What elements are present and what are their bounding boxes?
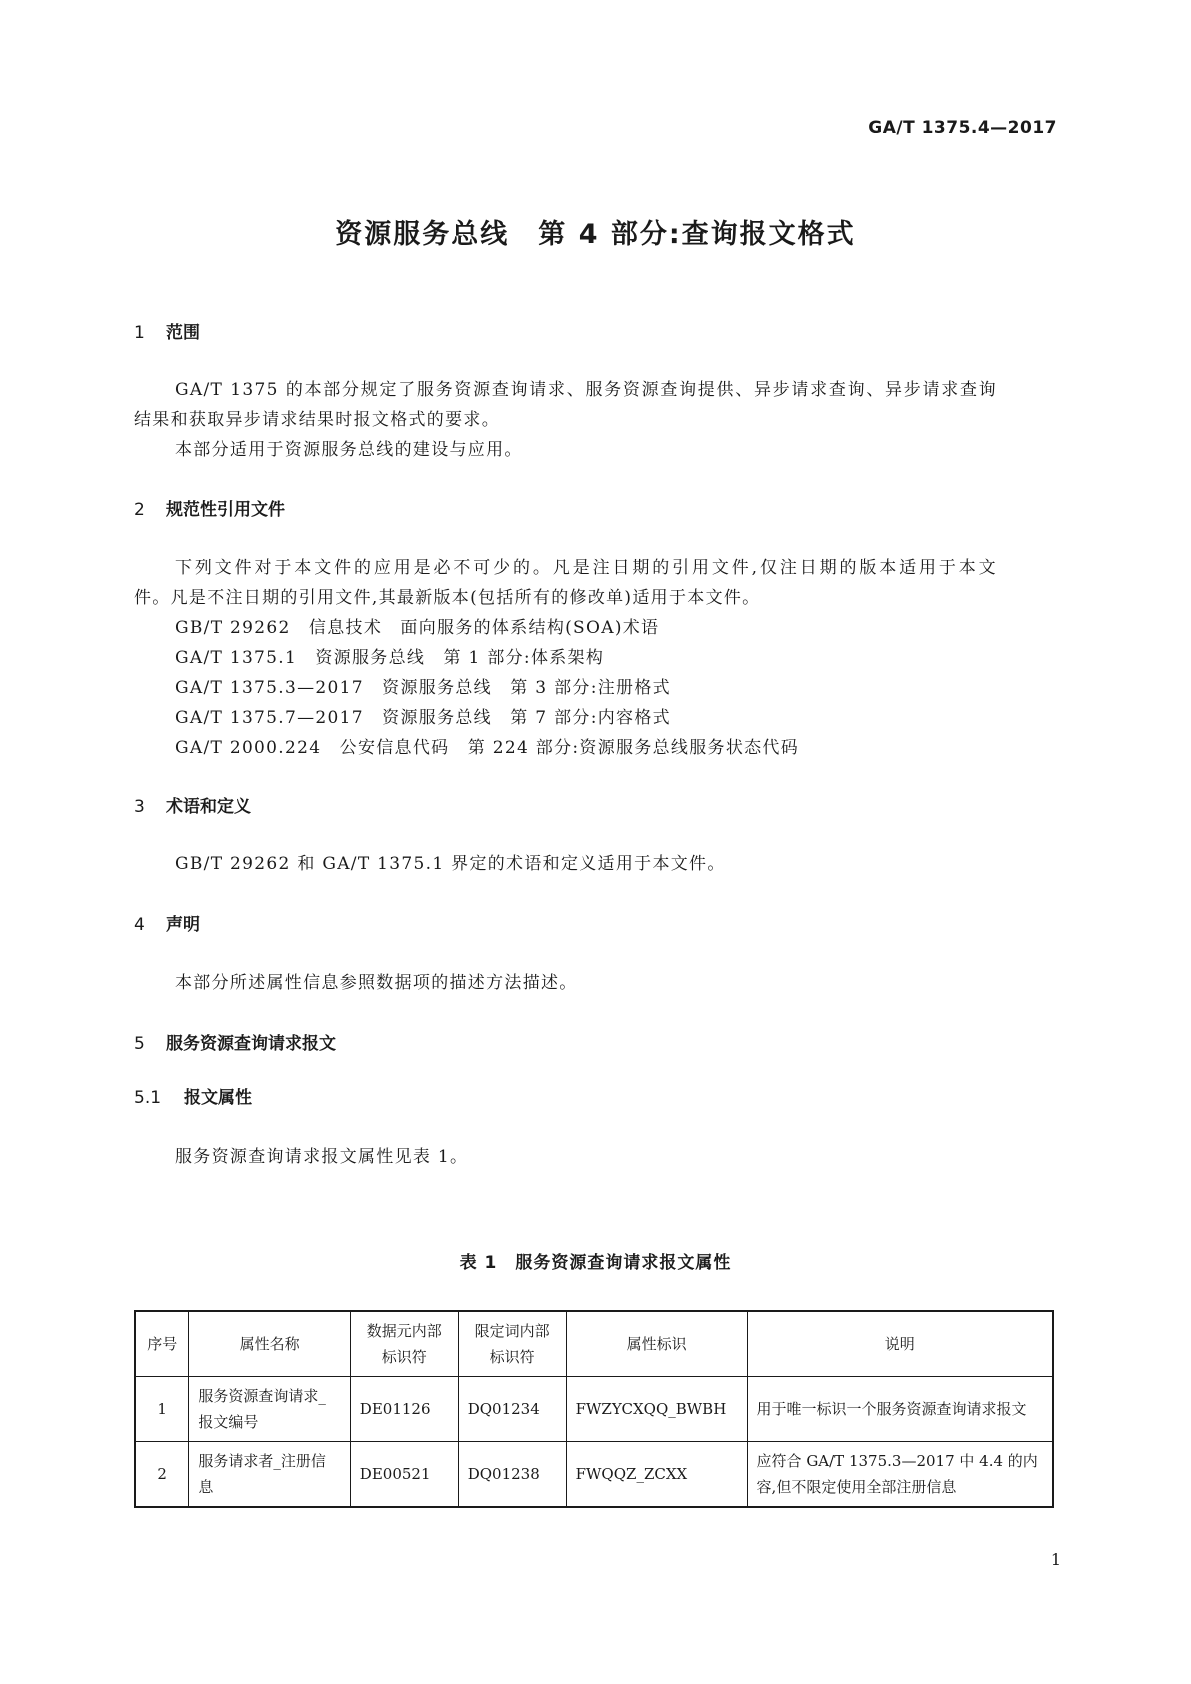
column-header: 限定词内部标识符: [458, 1311, 566, 1377]
table-cell: DQ01234: [458, 1377, 566, 1442]
section-title: 范围: [166, 323, 200, 343]
section-title: 服务资源查询请求报文: [166, 1034, 336, 1054]
section-number: 3: [134, 797, 145, 817]
section-3-heading: [134, 792, 251, 817]
section-title: 声明: [166, 915, 200, 935]
table-header-row: [135, 1311, 1053, 1377]
table-row: [135, 1442, 1053, 1508]
section-number: 5: [134, 1034, 145, 1054]
section-number: 5.1: [134, 1088, 162, 1108]
table-cell: 1: [135, 1377, 189, 1442]
reference-item: GB/T 29262 信息技术 面向服务的体系结构(SOA)术语: [175, 618, 660, 638]
section-number: 1: [134, 323, 145, 343]
page-title: 资源服务总线 第 4 部分:查询报文格式: [335, 219, 856, 250]
section-4-heading: [134, 910, 200, 935]
section-title: 术语和定义: [166, 797, 251, 817]
column-header: 数据元内部标识符: [350, 1311, 458, 1377]
table-cell: DE00521: [350, 1442, 458, 1508]
table-cell: FWQQZ_ZCXX: [566, 1442, 747, 1508]
table-cell: 服务资源查询请求_报文编号: [189, 1377, 350, 1442]
column-header: 说明: [747, 1311, 1053, 1377]
reference-item: GA/T 2000.224 公安信息代码 第 224 部分:资源服务总线服务状态代码: [175, 738, 800, 758]
reference-item: GA/T 1375.7—2017 资源服务总线 第 7 部分:内容格式: [175, 708, 671, 728]
table-cell: DQ01238: [458, 1442, 566, 1508]
section-title: 规范性引用文件: [166, 500, 285, 520]
page-number: 1: [1050, 1550, 1061, 1569]
paragraph: 服务资源查询请求报文属性见表 1。: [175, 1147, 469, 1167]
section-number: 4: [134, 915, 145, 935]
paragraph: GB/T 29262 和 GA/T 1375.1 界定的术语和定义适用于本文件。: [175, 854, 726, 874]
section-1-heading: [134, 318, 200, 343]
table-cell: 应符合 GA/T 1375.3—2017 中 4.4 的内容,但不限定使用全部注册信息: [747, 1442, 1053, 1508]
standard-id-header: GA/T 1375.4—2017: [868, 118, 1057, 138]
section-title: 报文属性: [184, 1088, 252, 1108]
paragraph-line: 结果和获取异步请求结果时报文格式的要求。: [134, 410, 500, 430]
paragraph-line: 下列文件对于本文件的应用是必不可少的。凡是注日期的引用文件,仅注日期的版本适用于本文: [175, 558, 997, 578]
reference-item: GA/T 1375.3—2017 资源服务总线 第 3 部分:注册格式: [175, 678, 671, 698]
column-header: 属性名称: [189, 1311, 350, 1377]
attribute-table: [134, 1310, 1054, 1508]
table-cell: FWZYCXQQ_BWBH: [566, 1377, 747, 1442]
table-cell: 服务请求者_注册信息: [189, 1442, 350, 1508]
table-cell: 用于唯一标识一个服务资源查询请求报文: [747, 1377, 1053, 1442]
section-5-heading: [134, 1029, 336, 1054]
paragraph-line: GA/T 1375 的本部分规定了服务资源查询请求、服务资源查询提供、异步请求查询、异步请求查询: [175, 380, 997, 400]
column-header: 序号: [135, 1311, 189, 1377]
table-caption: 表 1 服务资源查询请求报文属性: [459, 1253, 732, 1273]
section-5-1-heading: [134, 1083, 252, 1108]
table-row: [135, 1377, 1053, 1442]
reference-item: GA/T 1375.1 资源服务总线 第 1 部分:体系架构: [175, 648, 605, 668]
section-number: 2: [134, 500, 145, 520]
column-header: 属性标识: [566, 1311, 747, 1377]
table-cell: DE01126: [350, 1377, 458, 1442]
paragraph: 本部分适用于资源服务总线的建设与应用。: [175, 440, 523, 460]
table-cell: 2: [135, 1442, 189, 1508]
paragraph-line: 件。凡是不注日期的引用文件,其最新版本(包括所有的修改单)适用于本文件。: [134, 588, 761, 608]
section-2-heading: [134, 495, 285, 520]
paragraph: 本部分所述属性信息参照数据项的描述方法描述。: [175, 973, 578, 993]
